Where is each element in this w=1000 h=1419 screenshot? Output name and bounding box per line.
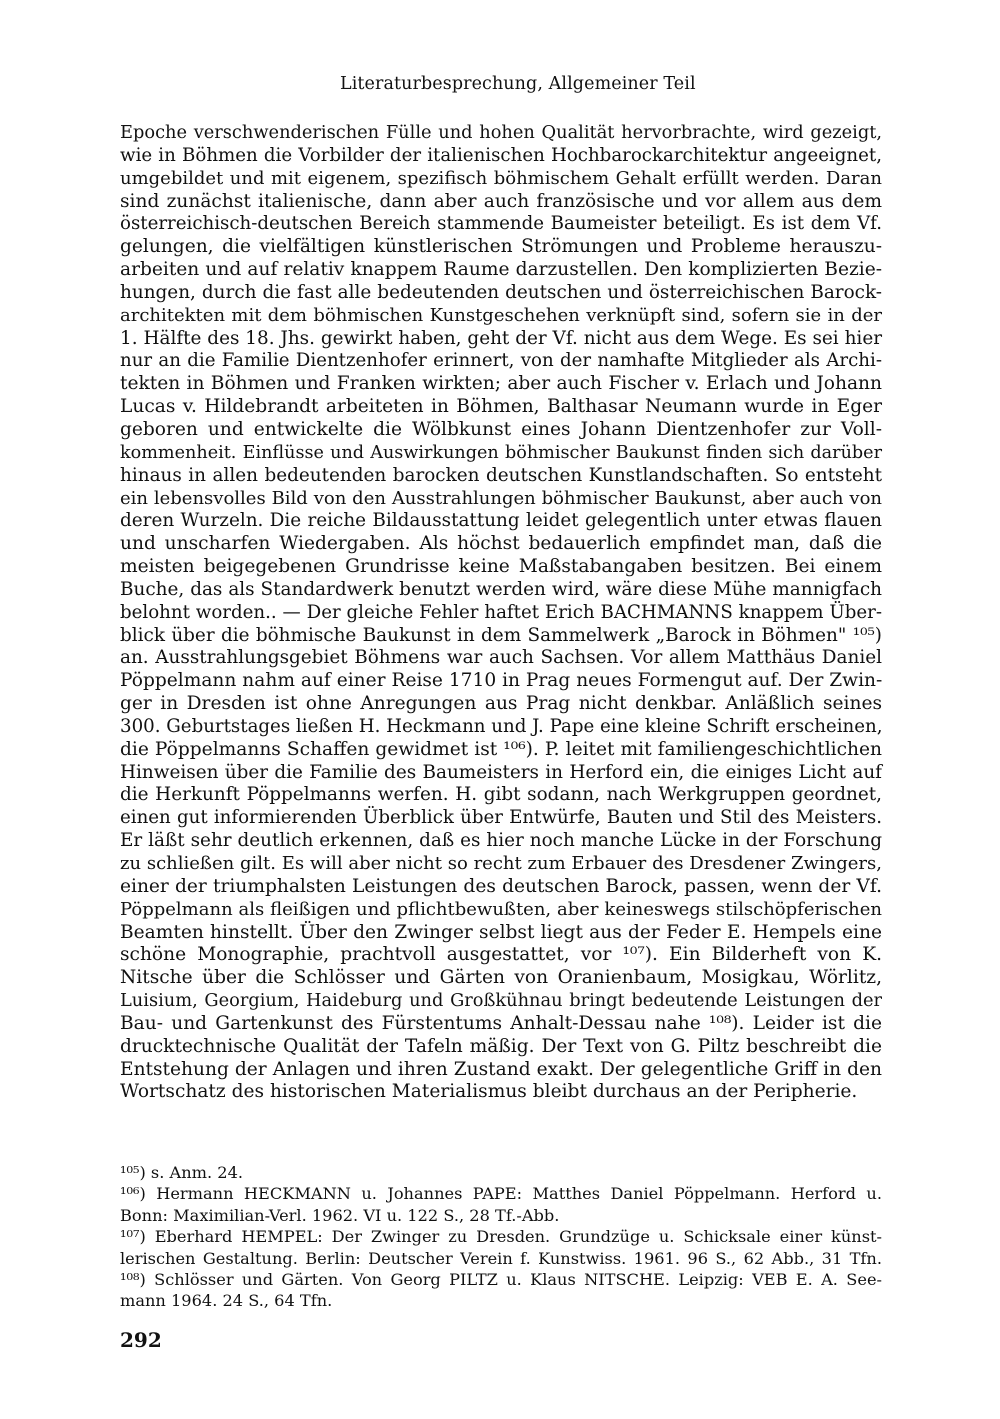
body-line: Epoche verschwenderischen Fülle und hohen Qualität hervorbrachte, wird gezeigt, xyxy=(120,122,882,143)
body-line: Er läßt sehr deutlich erkennen, daß es hier noch manche Lücke in der Forschung xyxy=(120,830,882,852)
body-line: ein lebensvolles Bild von den Ausstrahlungen böhmischer Baukunst, aber auch von xyxy=(120,487,882,509)
body-line: Lucas v. Hildebrandt arbeiteten in Böhmen, Balthasar Neumann wurde in Eger xyxy=(120,396,882,418)
body-line: Pöppelmann als fleißigen und pflichtbewußten, aber keineswegs stilschöpferischen xyxy=(120,898,882,920)
body-line: kommenheit. Einflüsse und Auswirkungen böhmischer Baukunst finden sich darüber xyxy=(120,442,882,463)
body-line: einen gut informierenden Überblick über Entwürfe, Bauten und Stil des Meisters. xyxy=(120,807,882,829)
body-line: Pöppelmann nahm auf einer Reise 1710 in Prag neues Formengut auf. Der Zwin- xyxy=(120,670,883,692)
body-line: tekten in Böhmen und Franken wirkten; aber auch Fischer v. Erlach und Johann xyxy=(120,373,882,395)
footnote-line: ¹⁰⁵) s. Anm. 24. xyxy=(120,1163,244,1182)
body-line: hinaus in allen bedeutenden barocken deutschen Kunstlandschaften. So entsteht xyxy=(120,464,882,486)
body-line: 300. Geburtstages ließen H. Heckmann und J. Pape eine kleine Schrift erscheinen, xyxy=(120,715,883,737)
body-line: Beamten hinstellt. Über den Zwinger selbst liegt aus der Feder E. Hempels eine xyxy=(120,921,882,943)
footnote-line: ¹⁰⁸) Schlösser und Gärten. Von Georg PILTZ u. Klaus NITSCHE. Leipzig: VEB E. A. See- xyxy=(120,1270,882,1290)
body-line: gelungen, die vielfältigen künstlerischen Strömungen und Probleme herauszu- xyxy=(120,236,882,258)
body-line: deren Wurzeln. Die reiche Bildausstattung leidet gelegentlich unter etwas flauen xyxy=(120,510,882,532)
footnote-line: ¹⁰⁷) Eberhard HEMPEL: Der Zwinger zu Dresden. Grundzüge u. Schicksale einer künst- xyxy=(120,1227,882,1247)
body-line: Bau- und Gartenkunst des Fürstentums Anhalt-Dessau nahe ¹⁰⁸). Leider ist die xyxy=(120,1012,882,1034)
body-line: die Herkunft Pöppelmanns werfen. H. gibt sodann, nach Werkgruppen geordnet, xyxy=(120,784,882,806)
body-line: Wortschatz des historischen Materialismus bleibt durchaus an der Peripherie. xyxy=(120,1081,858,1103)
body-line: an. Ausstrahlungsgebiet Böhmens war auch Sachsen. Vor allem Matthäus Daniel xyxy=(120,647,882,669)
body-line: nur an die Familie Dientzenhofer erinnert, von der namhafte Mitglieder als Archi- xyxy=(120,350,882,372)
body-line: sind zunächst italienische, dann aber auch französische und vor allem aus dem xyxy=(120,190,882,212)
body-line: Buche, das als Standardwerk benutzt werden wird, wäre diese Mühe mannigfach xyxy=(120,578,882,600)
footnotes xyxy=(120,1162,882,1312)
body-line: ger in Dresden ist ohne Anregungen aus Prag nicht denkbar. Anläßlich seines xyxy=(120,693,882,715)
body-line: geboren und entwickelte die Wölbkunst eines Johann Dientzenhofer zur Voll- xyxy=(120,418,882,440)
body-line: österreichisch-deutschen Bereich stammende Baumeister beteiligt. Es ist dem Vf. xyxy=(120,213,882,235)
body-text xyxy=(120,122,882,1104)
body-line: 1. Hälfte des 18. Jhs. gewirkt haben, geht der Vf. nicht aus dem Wege. Es sei hier xyxy=(120,327,882,349)
body-line: drucktechnische Qualität der Tafeln mäßig. Der Text von G. Piltz beschreibt die xyxy=(120,1035,882,1057)
footnote-line: lerischen Gestaltung. Berlin: Deutscher Verein f. Kunstwiss. 1961. 96 S., 62 Abb., 31 Tfn. xyxy=(120,1248,882,1268)
footnote-line: mann 1964. 24 S., 64 Tfn. xyxy=(120,1291,333,1311)
footnote-line: Bonn: Maximilian-Verl. 1962. VI u. 122 S., 28 Tf.-Abb. xyxy=(120,1205,560,1225)
body-line: hungen, durch die fast alle bedeutenden deutschen und österreichischen Barock- xyxy=(120,281,882,303)
body-line: wie in Böhmen die Vorbilder der italienischen Hochbarockarchitektur angeeignet, xyxy=(120,144,882,166)
body-line: Luisium, Georgium, Haideburg und Großkühnau bringt bedeutende Leistungen der xyxy=(120,990,882,1012)
page-number: 292 xyxy=(120,1328,162,1352)
body-line: Hinweisen über die Familie des Baumeisters in Herford ein, die einiges Licht auf xyxy=(120,761,882,783)
running-header: Literaturbesprechung, Allgemeiner Teil xyxy=(340,74,696,94)
body-line: belohnt worden.. — Der gleiche Fehler haftet Erich BACHMANNS knappem Über- xyxy=(120,601,882,623)
body-line: Nitsche über die Schlösser und Gärten von Oranienbaum, Mosigkau, Wörlitz, xyxy=(120,967,882,989)
body-line: architekten mit dem böhmischen Kunstgeschehen verknüpft sind, sofern sie in der xyxy=(120,304,882,326)
body-line: und unscharfen Wiedergaben. Als höchst bedauerlich empfindet man, daß die xyxy=(120,533,882,555)
body-line: arbeiten und auf relativ knappem Raume darzustellen. Den komplizierten Bezie- xyxy=(120,259,882,281)
footnote-line: ¹⁰⁶) Hermann HECKMANN u. Johannes PAPE: Matthes Daniel Pöppelmann. Herford u. xyxy=(120,1184,882,1204)
body-line: Entstehung der Anlagen und ihren Zustand exakt. Der gelegentliche Griff in den xyxy=(120,1058,882,1080)
body-line: zu schließen gilt. Es will aber nicht so recht zum Erbauer des Dresdener Zwingers, xyxy=(120,853,882,874)
body-line: umgebildet und mit eigenem, spezifisch böhmischem Gehalt erfüllt werden. Daran xyxy=(120,167,882,189)
body-line: meisten beigegebenen Grundrisse keine Maßstabangaben besitzen. Bei einem xyxy=(120,556,882,578)
body-line: blick über die böhmische Baukunst in dem Sammelwerk „Barock in Böhmen" ¹⁰⁵) xyxy=(120,624,882,646)
body-line: einer der triumphalsten Leistungen des deutschen Barock, passen, wenn der Vf. xyxy=(120,875,882,897)
body-line: die Pöppelmanns Schaffen gewidmet ist ¹⁰⁶). P. leitet mit familiengeschichtlichen xyxy=(120,738,882,760)
body-line: schöne Monographie, prachtvoll ausgestattet, vor ¹⁰⁷). Ein Bilderheft von K. xyxy=(120,944,882,966)
